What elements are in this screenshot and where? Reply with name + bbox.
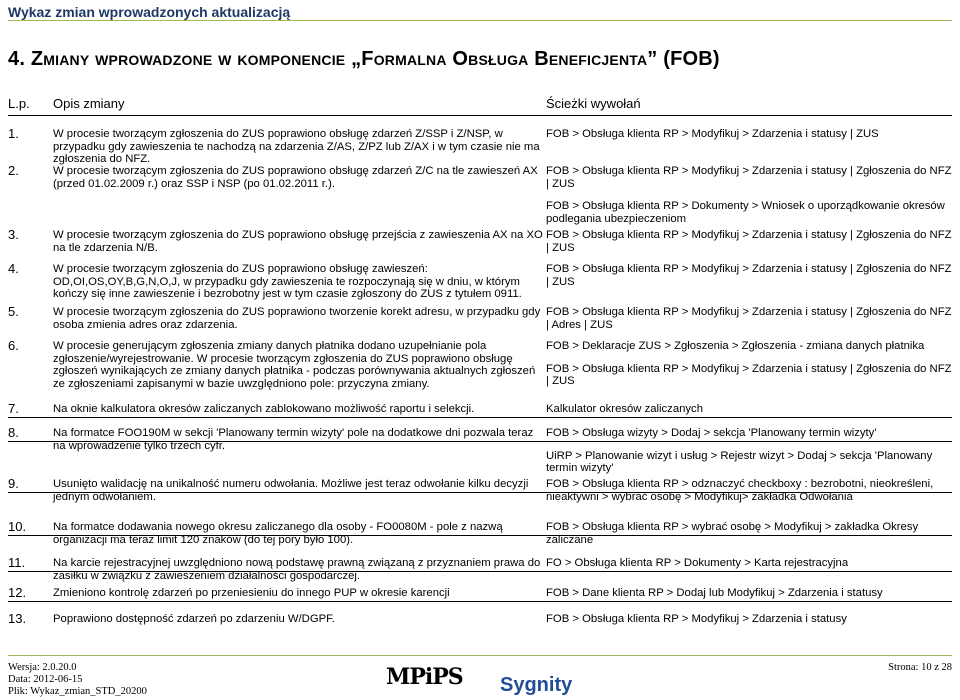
row-rule <box>8 535 952 536</box>
row-description: Zmieniono kontrolę zdarzeń po przeniesieniu do innego PUP w okresie karencji <box>53 587 450 599</box>
row-number: 8. <box>8 425 19 440</box>
call-path: FOB > Obsługa klienta RP > Dokumenty > Wniosek o uporządkowanie okresów podlegania ubezpieczeniom <box>546 200 945 225</box>
row-rule <box>8 571 952 572</box>
call-path: FOB > Obsługa klienta RP > Modyfikuj > Zdarzenia i statusy | Zgłoszenia do NFZ | ZUS <box>546 362 952 387</box>
call-path: FOB > Obsługa klienta RP > Modyfikuj > Zdarzenia i statusy | Zgłoszenia do NFZ | ZUS <box>546 263 952 288</box>
call-path: FOB > Obsługa klienta RP > Modyfikuj > Zdarzenia i statusy | Zgłoszenia do NFZ | ZUS <box>546 165 952 190</box>
row-description: W procesie tworzącym zgłoszenia do ZUS poprawiono tworzenie korekt adresu, w przypadku gdy osoba zmienia adres oraz zdarzenia. <box>53 306 541 331</box>
row-paths <box>546 403 956 426</box>
call-path: FOB > Obsługa klienta RP > Modyfikuj > Zdarzenia i statusy <box>546 613 847 625</box>
row-description: Na oknie kalkulatora okresów zaliczanych zablokowano możliwość raportu i selekcji. <box>53 403 475 415</box>
col-sciezki: Ścieżki wywołań <box>546 96 641 111</box>
row-number: 13. <box>8 611 27 626</box>
row-number: 1. <box>8 126 19 141</box>
footer-date: Data: 2012-06-15 <box>8 674 83 685</box>
row-number: 5. <box>8 304 19 319</box>
row-description: W procesie tworzącym zgłoszenia do ZUS poprawiono obsługę przejścia z zawieszenia AX na XO na tle zdarzenia N/B. <box>53 229 543 254</box>
row-number: 6. <box>8 338 19 353</box>
row-paths <box>546 128 956 151</box>
row-number: 10. <box>8 519 27 534</box>
row-number: 7. <box>8 401 19 416</box>
col-opis: Opis zmiany <box>53 96 125 111</box>
row-paths <box>546 478 956 513</box>
col-lp: L.p. <box>8 96 30 111</box>
row-description: Usunięto walidację na unikalność numeru odwołania. Możliwe jest teraz odwołanie kilku decyzji jednym odwołaniem. <box>53 478 529 503</box>
row-description: W procesie tworzącym zgłoszenia do ZUS poprawiono obsługę zdarzeń Z/C na tle zawieszeń AX (przed 01.02.2009 r.) oraz SSP i NSP (po 01.02.2011 r.). <box>53 165 538 190</box>
row-description: Na karcie rejestracyjnej uwzględniono nową podstawę prawną związaną z przyznaniem prawa do zasiłku w związku z zawieszeniem działalności gospodarczej. <box>53 557 541 582</box>
row-description: Na formatce dodawania nowego okresu zaliczanego dla osoby - FO0080M - pole z nazwą organizacji ma teraz limit 120 znaków (do tej pory było 100). <box>53 521 503 546</box>
row-paths <box>546 557 956 580</box>
row-paths <box>546 427 956 485</box>
call-path: FOB > Obsługa wizyty > Dodaj > sekcja 'Planowany termin wizyty' <box>546 427 877 439</box>
row-number: 4. <box>8 261 19 276</box>
call-path: FOB > Dane klienta RP > Dodaj lub Modyfikuj > Zdarzenia i statusy <box>546 587 883 599</box>
sygnity-logo: Sygnity <box>500 674 573 696</box>
call-path: FOB > Obsługa klienta RP > Modyfikuj > Zdarzenia i statusy | Zgłoszenia do NFZ | Adres | ZUS <box>546 306 952 331</box>
row-paths <box>546 587 956 610</box>
row-rule <box>8 492 952 493</box>
footer-version: Wersja: 2.0.20.0 <box>8 662 77 673</box>
row-description: Poprawiono dostępność zdarzeń po zdarzeniu W/DGPF. <box>53 613 335 625</box>
header-rule <box>8 115 952 116</box>
call-path: FOB > Obsługa klienta RP > odznaczyć checkboxy : bezrobotni, nieokreśleni, nieaktywni > wybrać osobę > Modyfikuj> zakładka Odwołania <box>546 478 934 503</box>
row-paths <box>546 613 956 636</box>
row-number: 11. <box>8 555 26 570</box>
call-path: FOB > Obsługa klienta RP > Modyfikuj > Zdarzenia i statusy | Zgłoszenia do NFZ | ZUS <box>546 229 952 254</box>
row-paths <box>546 306 956 341</box>
row-number: 12. <box>8 585 27 600</box>
call-path: UiRP > Planowanie wizyt i usług > Rejestr wizyt > Dodaj > sekcja 'Planowany termin wizyty' <box>546 449 933 474</box>
call-path: FO > Obsługa klienta RP > Dokumenty > Karta rejestracyjna <box>546 557 849 569</box>
row-rule <box>8 417 952 418</box>
footer-meta <box>8 662 147 698</box>
footer-page: Strona: 10 z 28 <box>888 662 952 673</box>
call-path: FOB > Deklaracje ZUS > Zgłoszenia > Zgłoszenia - zmiana danych płatnika <box>546 340 925 352</box>
mpips-logo: MPiPS <box>386 664 463 690</box>
row-paths <box>546 340 956 398</box>
row-number: 9. <box>8 476 19 491</box>
row-paths <box>546 263 956 298</box>
call-path: FOB > Obsługa klienta RP > Modyfikuj > Zdarzenia i statusy | ZUS <box>546 128 879 140</box>
row-description: W procesie tworzącym zgłoszenia do ZUS poprawiono obsługę zdarzeń Z/SSP i Z/NSP, w przypadku gdy zawieszenia te nachodzą na zdarzenia Z/AS, Z/PZ lub Z/AX i w tym czasie nie ma zgłoszenia do NFZ. <box>53 128 540 165</box>
row-description: W procesie generującym zgłoszenia zmiany danych płatnika dodano uzupełnianie pola zgłoszenie/wyrejestrowanie. W procesie tworzącym zgłoszenia do ZUS poprawiono obsługę zgłoszeń wynikających ze zmiany danych płatnika - podczas porównywania aktualnych zgłoszeń ze zgłoszeniami zapisanymi w bazie uwzględniono pole: przyczyna zmiany. <box>53 340 536 390</box>
row-description: Na formatce FOO190M w sekcji 'Planowany termin wizyty' pole na dodatkowe dni pozwala teraz na wprowadzenie tylko trzech cyfr. <box>53 427 534 452</box>
row-number: 2. <box>8 163 19 178</box>
row-number: 3. <box>8 227 19 242</box>
document-header-title: Wykaz zmian wprowadzonych aktualizacją <box>8 4 291 20</box>
row-rule <box>8 441 952 442</box>
row-rule <box>8 601 952 602</box>
row-paths <box>546 521 956 556</box>
section-title: 4. Zmiany wprowadzone w komponencie „Formalna Obsługa Beneficjenta” (FOB) <box>8 48 720 70</box>
row-paths <box>546 165 956 235</box>
header-divider <box>8 20 952 21</box>
footer-file: Plik: Wykaz_zmian_STD_20200 <box>8 686 147 697</box>
row-paths <box>546 229 956 264</box>
call-path: FOB > Obsługa klienta RP > wybrać osobę > Modyfikuj > zakładka Okresy zaliczane <box>546 521 919 546</box>
row-description: W procesie tworzącym zgłoszenia do ZUS poprawiono obsługę zawieszeń: OD,OI,OS,OY,B,G,N,O,J, w przypadku gdy zawieszenia te rozpoczynają się w dniu, w którym kończy się inne zawieszenie i bezrobotny jest w tym czasie zgłoszony do ZUS z tytułem 0911. <box>53 263 522 300</box>
footer-divider <box>8 655 952 656</box>
call-path: Kalkulator okresów zaliczanych <box>546 403 703 415</box>
